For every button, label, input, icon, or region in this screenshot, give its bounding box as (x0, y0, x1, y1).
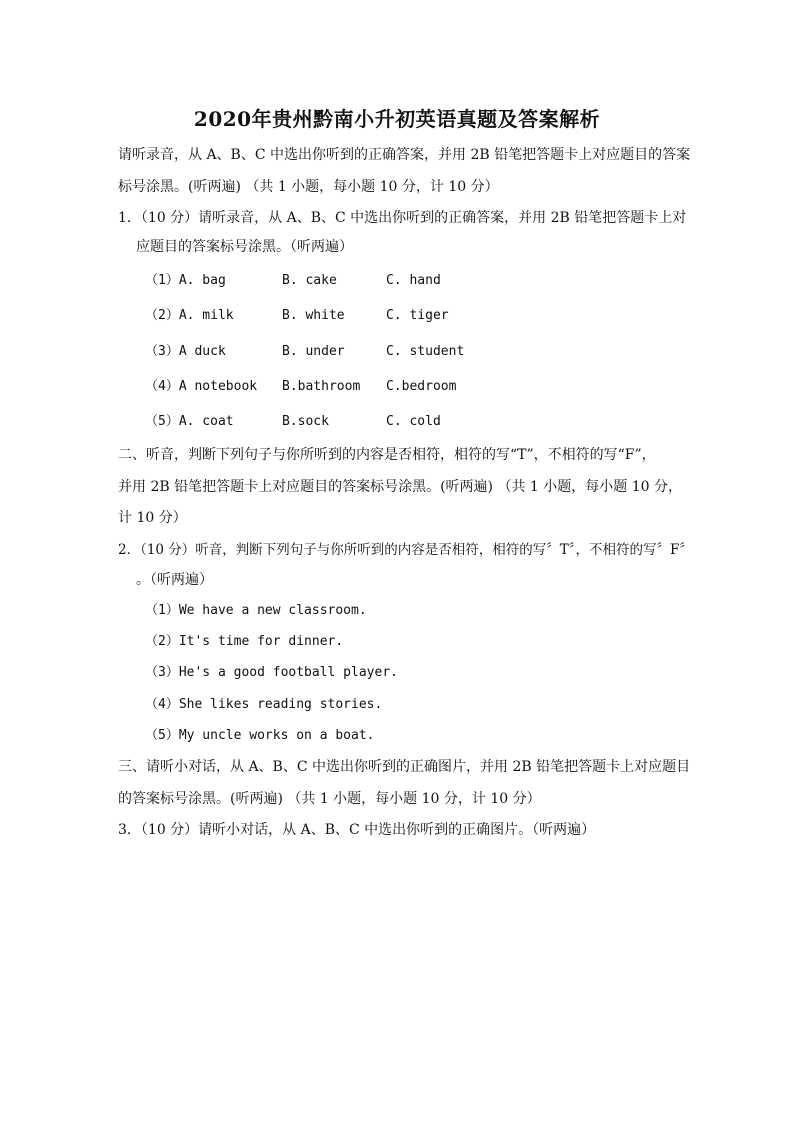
option-c: C.bedroom (386, 379, 457, 394)
question1-line1: 1．（10 分）请听录音，从 A、B、C 中选出你听到的正确答案，并用 2B 铅笔把答题卡上对 (118, 210, 687, 226)
sentence-4: （4）She likes reading stories. (145, 697, 383, 712)
option-b: B. cake (282, 273, 337, 288)
option-b: B.bathroom (282, 379, 361, 394)
option-b: B.sock (282, 414, 329, 429)
section2-intro-line3: 计 10 分） (118, 510, 187, 526)
sentence-3: （3）He's a good football player. (145, 665, 398, 680)
sentence-5: （5）My uncle works on a boat. (145, 728, 375, 743)
section1-intro-line2: 标号涂黑。(听两遍) （共 1 小题，每小题 10 分，计 10 分） (118, 179, 499, 195)
option-b: B. white (282, 308, 345, 323)
option-c: C. student (386, 344, 465, 359)
question2-line2: 。（听两遍） (136, 572, 213, 588)
section3-intro-line2: 的答案标号涂黑。(听两遍) （共 1 小题，每小题 10 分，计 10 分） (118, 791, 541, 807)
option-a: （4）A notebook (145, 379, 258, 394)
sentence-1: （1）We have a new classroom. (145, 603, 367, 618)
section1-intro-line1: 请听录音，从 A、B、C 中选出你听到的正确答案，并用 2B 铅笔把答题卡上对应题目的答案 (118, 147, 691, 163)
option-a: （2）A. milk (145, 308, 234, 323)
question3-line1: 3．（10 分）请听小对话，从 A、B、C 中选出你听到的正确图片。（听两遍） (118, 822, 596, 838)
question2-line1: 2．（10 分）听音，判断下列句子与你所听到的内容是否相符，相符的写〞T〞，不相符的写〞F〞 (118, 542, 693, 558)
option-a: （3）A duck (145, 344, 226, 359)
option-b: B. under (282, 344, 345, 359)
option-c: C. hand (386, 273, 441, 288)
option-a: （5）A. coat (145, 414, 234, 429)
section2-intro-line1: 二、听音，判断下列句子与你所听到的内容是否相符，相符的写“T”，不相符的写“F”， (118, 447, 656, 463)
option-c: C. cold (386, 414, 441, 429)
sentence-2: （2）It's time for dinner. (145, 634, 344, 649)
option-a: （1）A. bag (145, 273, 226, 288)
page-title: 2020年贵州黔南小升初英语真题及答案解析 (193, 107, 601, 131)
section2-intro-line2: 并用 2B 铅笔把答题卡上对应题目的答案标号涂黑。(听两遍) （共 1 小题，每小题 10 分， (118, 479, 682, 495)
question1-line2: 应题目的答案标号涂黑。（听两遍） (136, 239, 353, 255)
section3-intro-line1: 三、请听小对话，从 A、B、C 中选出你听到的正确图片，并用 2B 铅笔把答题卡上对应题目 (118, 759, 691, 775)
option-c: C. tiger (386, 308, 449, 323)
